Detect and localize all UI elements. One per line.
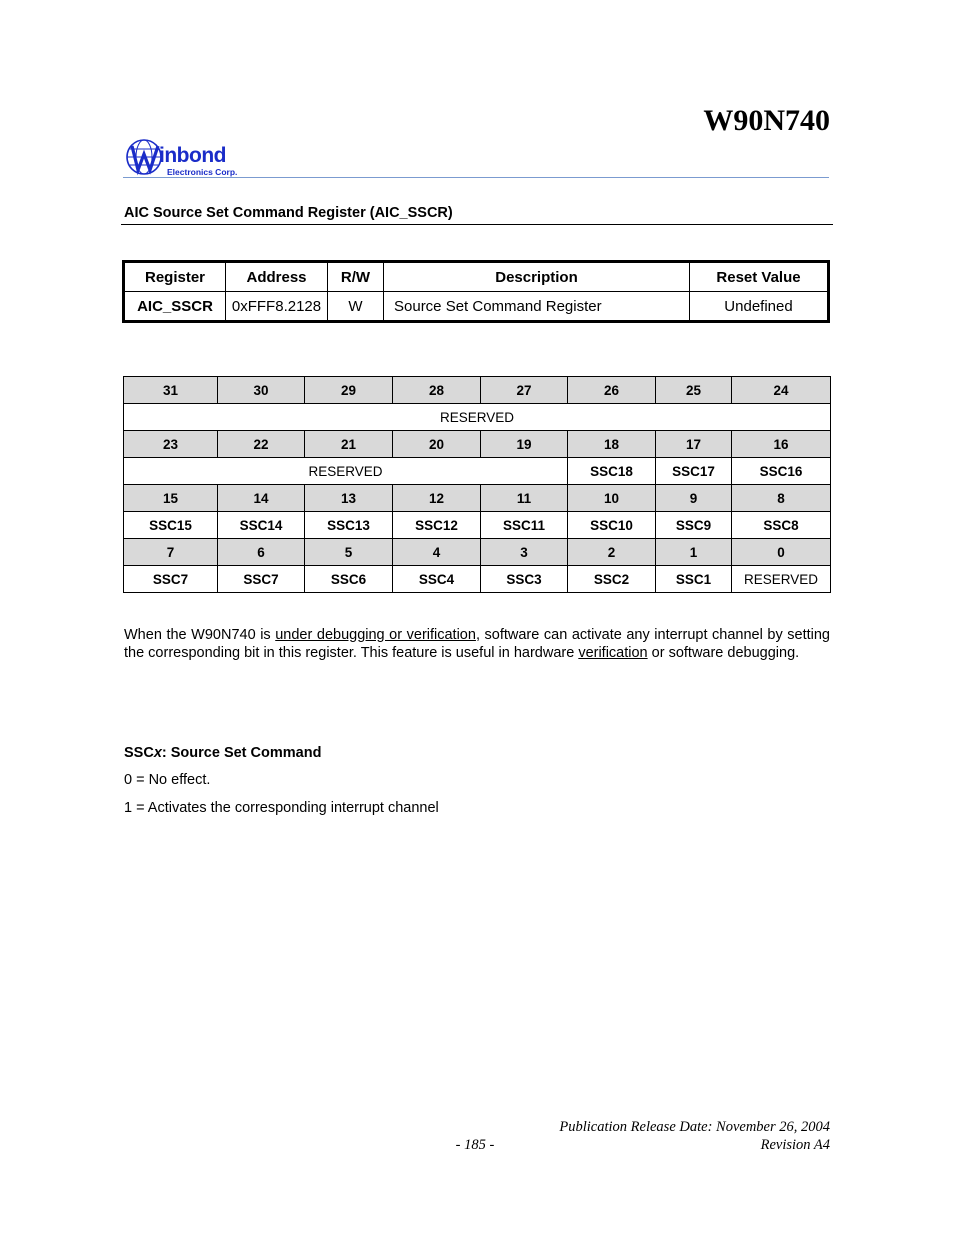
bit-field: SSC16 bbox=[732, 458, 831, 485]
paragraph-text: , software can activate any interrupt channel by setting the corresponding bit in this register. This feature is useful in hardware bbox=[124, 627, 830, 661]
bit-field-table bbox=[123, 376, 831, 593]
register-description: Source Set Command Register bbox=[384, 292, 690, 322]
register-table-header bbox=[124, 262, 829, 292]
register-name: AIC_SSCR bbox=[124, 292, 226, 322]
bit-number: 29 bbox=[305, 377, 393, 404]
bit-number: 13 bbox=[305, 485, 393, 512]
bit-number: 10 bbox=[568, 485, 656, 512]
bit-number: 4 bbox=[393, 539, 481, 566]
bit-field: SSC18 bbox=[568, 458, 656, 485]
register-row bbox=[124, 292, 829, 322]
bit-field: SSC4 bbox=[393, 566, 481, 593]
chip-title: W90N740 bbox=[703, 104, 830, 137]
bit-number: 5 bbox=[305, 539, 393, 566]
register-address: 0xFFF8.2128 bbox=[226, 292, 328, 322]
header-register: Register bbox=[124, 262, 226, 292]
bit-number: 14 bbox=[218, 485, 305, 512]
ssc-value-0: 0 = No effect. bbox=[124, 772, 211, 788]
bit-number-row bbox=[124, 377, 831, 404]
paragraph-text: When the W90N740 is bbox=[124, 627, 276, 643]
bit-field: SSC6 bbox=[305, 566, 393, 593]
bit-number: 9 bbox=[656, 485, 732, 512]
header-rw: R/W bbox=[328, 262, 384, 292]
bit-field: SSC9 bbox=[656, 512, 732, 539]
underlined-phrase: under debugging or verification bbox=[275, 627, 476, 643]
bit-field: SSC8 bbox=[732, 512, 831, 539]
bit-field-row bbox=[124, 458, 831, 485]
ssc-suffix: : Source Set Command bbox=[161, 745, 322, 761]
footer-page-number: - 185 - bbox=[455, 1137, 495, 1153]
bit-field: SSC15 bbox=[124, 512, 218, 539]
bit-number-row bbox=[124, 431, 831, 458]
bit-number: 23 bbox=[124, 431, 218, 458]
bit-number: 11 bbox=[481, 485, 568, 512]
header-reset-value: Reset Value bbox=[690, 262, 829, 292]
ssc-prefix: SSC bbox=[124, 745, 154, 761]
bit-number: 28 bbox=[393, 377, 481, 404]
bit-number: 8 bbox=[732, 485, 831, 512]
bit-field: SSC7 bbox=[124, 566, 218, 593]
underlined-phrase: verification bbox=[578, 645, 648, 661]
register-rw: W bbox=[328, 292, 384, 322]
description-paragraph bbox=[124, 626, 830, 662]
ssc-variable: x bbox=[153, 745, 162, 761]
header-description: Description bbox=[384, 262, 690, 292]
bit-number: 19 bbox=[481, 431, 568, 458]
bit-field-reserved: RESERVED bbox=[124, 458, 568, 485]
bit-field: SSC14 bbox=[218, 512, 305, 539]
header-rule bbox=[123, 177, 829, 178]
bit-number: 15 bbox=[124, 485, 218, 512]
footer-revision: Revision A4 bbox=[760, 1137, 830, 1153]
bit-field: SSC12 bbox=[393, 512, 481, 539]
bit-field-reserved: RESERVED bbox=[124, 404, 831, 431]
section-title: AIC Source Set Command Register (AIC_SSCR) bbox=[124, 205, 453, 221]
bit-number: 7 bbox=[124, 539, 218, 566]
bit-field: SSC11 bbox=[481, 512, 568, 539]
bit-number: 3 bbox=[481, 539, 568, 566]
bit-number: 25 bbox=[656, 377, 732, 404]
ssc-value-1: 1 = Activates the corresponding interrupt channel bbox=[124, 800, 439, 816]
bit-field: SSC17 bbox=[656, 458, 732, 485]
register-reset: Undefined bbox=[690, 292, 829, 322]
bit-number: 27 bbox=[481, 377, 568, 404]
bit-number: 21 bbox=[305, 431, 393, 458]
header-address: Address bbox=[226, 262, 328, 292]
bit-number: 1 bbox=[656, 539, 732, 566]
bit-field-row bbox=[124, 566, 831, 593]
bit-number-row bbox=[124, 485, 831, 512]
bit-number: 31 bbox=[124, 377, 218, 404]
bit-number: 22 bbox=[218, 431, 305, 458]
bit-field-reserved: RESERVED bbox=[732, 566, 831, 593]
section-rule bbox=[121, 224, 833, 225]
bit-field-row bbox=[124, 512, 831, 539]
bit-number: 0 bbox=[732, 539, 831, 566]
bit-field: SSC3 bbox=[481, 566, 568, 593]
paragraph-text: or software debugging. bbox=[647, 645, 800, 661]
bit-number: 6 bbox=[218, 539, 305, 566]
logo-wordmark: inbond bbox=[159, 144, 226, 167]
bit-number: 20 bbox=[393, 431, 481, 458]
bit-number: 18 bbox=[568, 431, 656, 458]
logo-subtitle: Electronics Corp. bbox=[167, 167, 238, 177]
bit-number: 24 bbox=[732, 377, 831, 404]
bit-number: 2 bbox=[568, 539, 656, 566]
winbond-logo bbox=[125, 138, 255, 178]
bit-number: 26 bbox=[568, 377, 656, 404]
bit-field: SSC2 bbox=[568, 566, 656, 593]
bit-number-row bbox=[124, 539, 831, 566]
footer-publication-date: Publication Release Date: November 26, 2004 bbox=[559, 1119, 830, 1135]
bit-field: SSC10 bbox=[568, 512, 656, 539]
bit-number: 17 bbox=[656, 431, 732, 458]
bit-number: 30 bbox=[218, 377, 305, 404]
bit-number: 12 bbox=[393, 485, 481, 512]
bit-field-row bbox=[124, 404, 831, 431]
bit-field: SSC7 bbox=[218, 566, 305, 593]
bit-field: SSC13 bbox=[305, 512, 393, 539]
register-table bbox=[122, 260, 830, 323]
bit-number: 16 bbox=[732, 431, 831, 458]
bit-field: SSC1 bbox=[656, 566, 732, 593]
ssc-field-title bbox=[124, 745, 321, 761]
